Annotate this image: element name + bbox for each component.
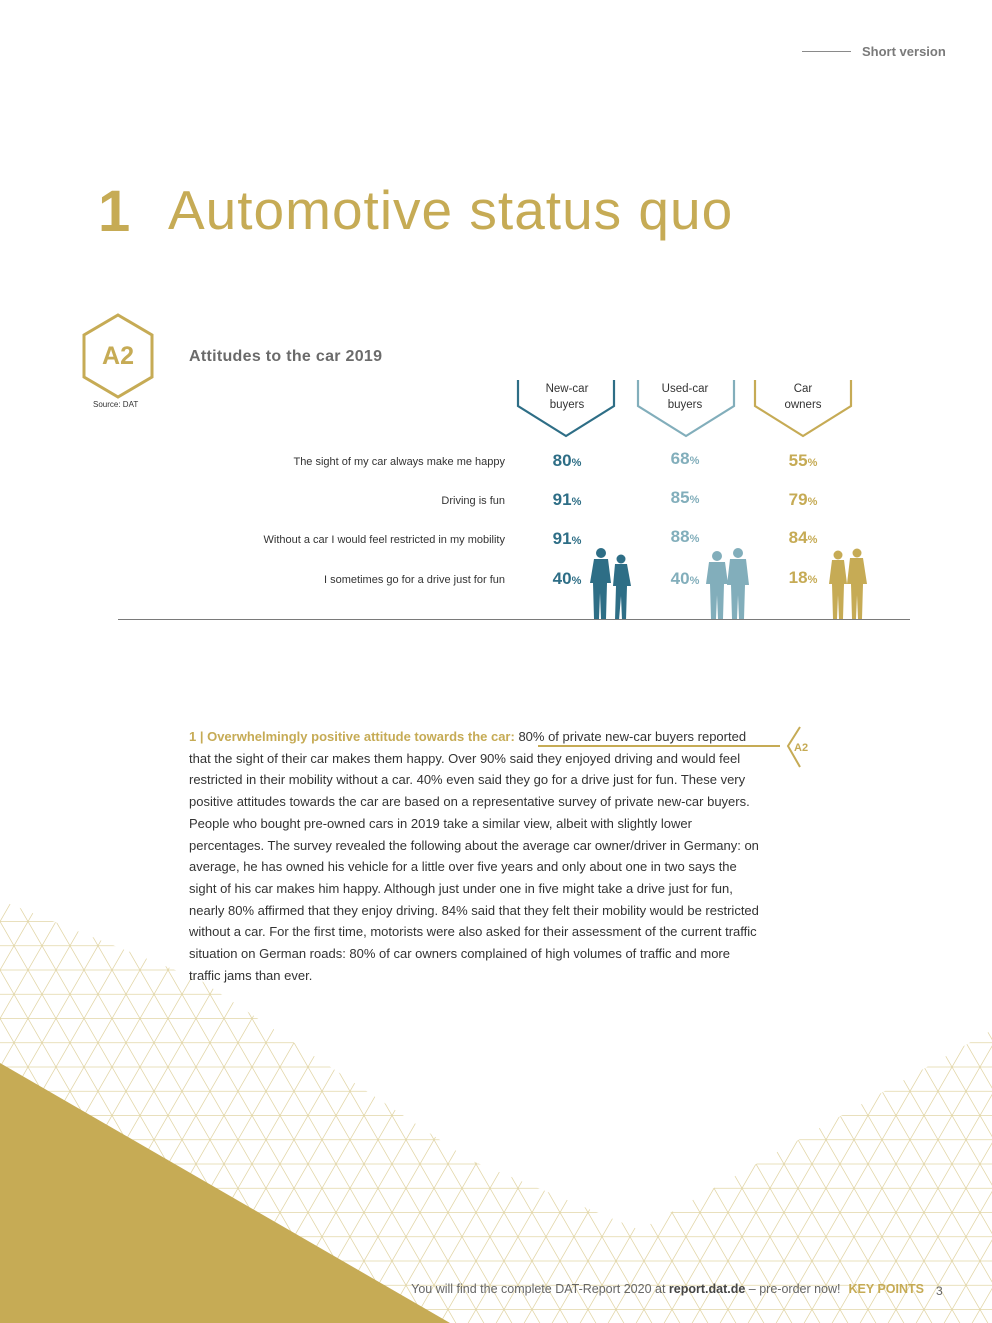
- value-new-car: 80%: [552, 451, 582, 470]
- footer-section: KEY POINTS: [848, 1282, 924, 1296]
- footer: You will find the complete DAT-Report 2020 at report.dat.de – pre-order now! KEY POINTS: [411, 1282, 924, 1296]
- badge-label: A2: [102, 342, 134, 370]
- paragraph-lead: 1 | Overwhelmingly positive attitude towards the car:: [189, 729, 515, 744]
- body-paragraph: [189, 726, 764, 986]
- value-used-car: 85%: [670, 488, 700, 507]
- chapter-title: Automotive status quo: [168, 179, 734, 241]
- value-owners: 84%: [788, 528, 818, 547]
- value-used-car: 88%: [670, 527, 700, 546]
- value-new-car: 40%: [552, 569, 582, 588]
- row-label: Driving is fun: [441, 495, 505, 507]
- value-owners: 79%: [788, 490, 818, 509]
- value-new-car: 91%: [552, 490, 582, 509]
- couple-silhouette-icon: [588, 545, 636, 621]
- header-rule: [802, 51, 851, 52]
- column-header-new-car: New-car buyers: [545, 383, 589, 411]
- figure-baseline: [118, 619, 910, 620]
- value-new-car: 91%: [552, 529, 582, 548]
- report-link[interactable]: report.dat.de: [668, 1282, 746, 1296]
- value-owners: 18%: [788, 568, 818, 587]
- figure-title: Attitudes to the car 2019: [189, 348, 383, 365]
- value-owners: 55%: [788, 451, 818, 470]
- figure-source: Source: DAT: [93, 400, 139, 409]
- couple-silhouette-icon: [826, 547, 870, 621]
- column-header-owners: Car owners: [784, 383, 822, 411]
- page-number: 3: [936, 1284, 943, 1298]
- row-label: I sometimes go for a drive just for fun: [324, 574, 505, 586]
- value-used-car: 68%: [670, 449, 700, 468]
- hexagon-icon: [80, 313, 156, 399]
- value-used-car: 40%: [670, 569, 700, 588]
- chapter-number: 1: [98, 179, 131, 244]
- callout-ref: A2: [794, 742, 809, 754]
- figure-badge: [80, 313, 156, 399]
- paragraph-text: 80% of private new-car buyers reported that the sight of their car makes them happy. Over 90% said they enjoyed driving and would feel restricted in their mobility without a car. 40% even said they go for a drive just for fun. These very positive attitudes towards the car are based on a representative survey of private new-car buyers. People who bought pre-owned cars in 2019 take a similar view, albeit with slightly lower percentages. The survey revealed the following about the average car owner/driver in Germany: on average, he has owned his vehicle for a little over five years and only about one in two says the sight of his car makes him happy. Although just under one in five might take a drive just for fun, nearly 80% affirmed that they enjoy driving. 84% said that they felt their mobility would be restricted without a car. For the first time, motorists were also asked for their assessment of the current traffic situation on German roads: 80% of car owners complained of high volumes of traffic and more traffic jams than ever.: [189, 729, 759, 983]
- row-label: Without a car I would feel restricted in my mobility: [263, 534, 505, 546]
- couple-silhouette-icon: [705, 546, 755, 621]
- row-label: The sight of my car always make me happy: [293, 456, 505, 468]
- column-header-used-car: Used-car buyers: [661, 383, 709, 411]
- header-label: Short version: [862, 44, 946, 59]
